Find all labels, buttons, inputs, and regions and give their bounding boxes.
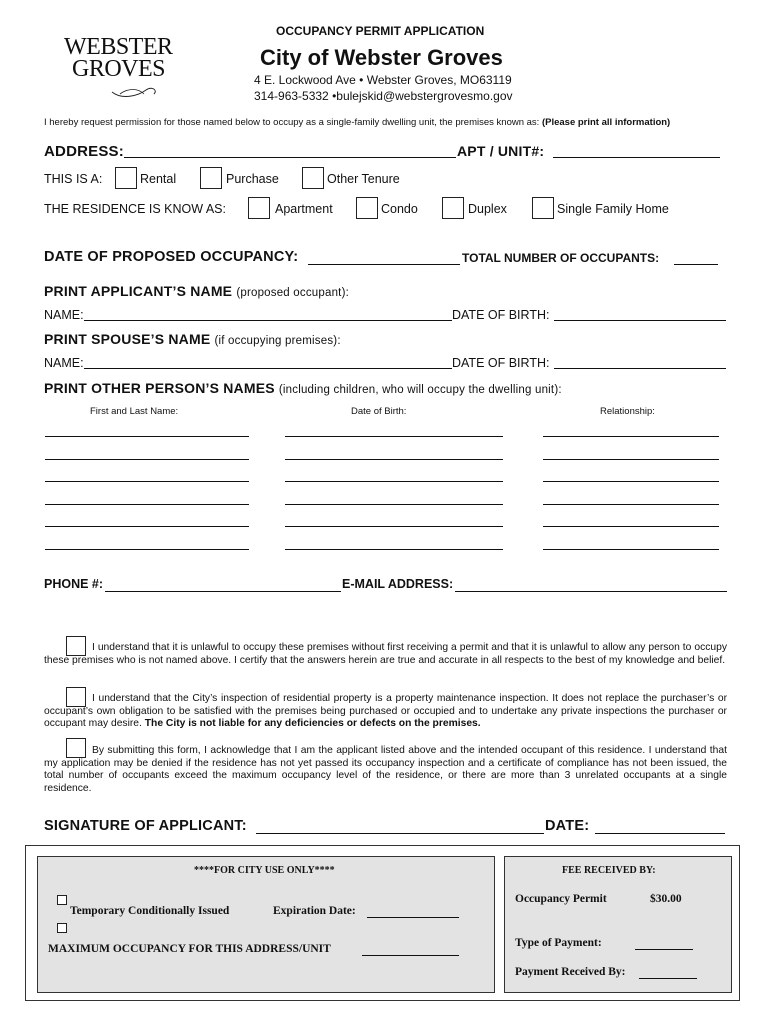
other-dob-field[interactable] bbox=[285, 481, 503, 482]
applicant-dob-label: DATE OF BIRTH: bbox=[452, 308, 550, 322]
payment-received-label: Payment Received By: bbox=[515, 966, 626, 978]
payment-type-field[interactable] bbox=[635, 949, 693, 950]
rental-checkbox[interactable] bbox=[115, 167, 137, 189]
spouse-name-label: NAME: bbox=[44, 356, 84, 370]
condo-checkbox[interactable] bbox=[356, 197, 378, 219]
intro-text bbox=[44, 117, 670, 128]
others-heading-text: PRINT OTHER PERSON’S NAMES bbox=[44, 380, 275, 396]
signature-date-field[interactable] bbox=[595, 833, 725, 834]
purchase-checkbox[interactable] bbox=[200, 167, 222, 189]
ack-2-text bbox=[44, 693, 727, 731]
applicant-note: (proposed occupant): bbox=[236, 287, 349, 299]
ack-1-statement: I understand that it is unlawful to occupy these premises without first receiving a permit and that it is unlawful to allow any person to occupy these premises who is not named above. I certify that the answers herein are true and accurate in all respects to the best of my knowledge and belief. bbox=[44, 642, 727, 666]
apt-unit-label: APT / UNIT#: bbox=[457, 143, 545, 159]
spouse-heading bbox=[44, 331, 341, 347]
occupancy-permit-amount: $30.00 bbox=[650, 893, 682, 905]
city-address: 4 E. Lockwood Ave • Webster Groves, MO63119 bbox=[254, 73, 512, 87]
spouse-name-field[interactable] bbox=[84, 368, 452, 369]
other-relationship-field[interactable] bbox=[543, 436, 719, 437]
max-occupancy-field[interactable] bbox=[362, 955, 459, 956]
other-name-field[interactable] bbox=[45, 436, 249, 437]
phone-label: PHONE #: bbox=[44, 577, 104, 591]
other-dob-field[interactable] bbox=[285, 504, 503, 505]
ack-3-statement: By submitting this form, I acknowledge that I am the applicant listed above and the intended occupant of this residence. I understand that my application may be denied if the residence has not yet passed its occupancy inspection and a certificate of compliance has not been issued, the total number of occupants exceed the maximum occupancy level of the residence, or there are more than 3 unrelated occupants at a single residence. bbox=[44, 745, 727, 794]
single-family-label: Single Family Home bbox=[557, 202, 669, 216]
other-relationship-field[interactable] bbox=[543, 481, 719, 482]
other-name-field[interactable] bbox=[45, 504, 249, 505]
other-tenure-checkbox[interactable] bbox=[302, 167, 324, 189]
spouse-dob-label: DATE OF BIRTH: bbox=[452, 356, 550, 370]
city-logo bbox=[60, 34, 180, 98]
spouse-heading-text: PRINT SPOUSE’S NAME bbox=[44, 331, 211, 347]
applicant-name-field[interactable] bbox=[84, 320, 452, 321]
fee-box bbox=[504, 856, 732, 993]
address-field[interactable] bbox=[124, 157, 456, 158]
proposed-occupancy-field[interactable] bbox=[308, 264, 460, 265]
other-name-field[interactable] bbox=[45, 459, 249, 460]
col-dob-header: Date of Birth: bbox=[351, 406, 407, 417]
other-dob-field[interactable] bbox=[285, 549, 503, 550]
condo-label: Condo bbox=[381, 202, 418, 216]
expiration-label: Expiration Date: bbox=[273, 905, 356, 917]
temporary-second-checkbox[interactable] bbox=[57, 923, 67, 933]
residence-label: THE RESIDENCE IS KNOW AS: bbox=[44, 202, 226, 216]
max-occupancy-label: MAXIMUM OCCUPANCY FOR THIS ADDRESS/UNIT bbox=[48, 943, 331, 955]
temporary-label: Temporary Conditionally Issued bbox=[70, 905, 230, 917]
col-relationship-header: Relationship: bbox=[600, 406, 655, 417]
single-family-checkbox[interactable] bbox=[532, 197, 554, 219]
city-use-title: ****FOR CITY USE ONLY**** bbox=[194, 865, 335, 876]
ack-1-text bbox=[44, 642, 727, 667]
apt-unit-field[interactable] bbox=[553, 157, 720, 158]
applicant-name-label: NAME: bbox=[44, 308, 84, 322]
total-occupants-label: TOTAL NUMBER OF OCCUPANTS: bbox=[462, 251, 660, 265]
signature-field[interactable] bbox=[256, 833, 544, 834]
other-name-field[interactable] bbox=[45, 481, 249, 482]
purchase-label: Purchase bbox=[226, 172, 279, 186]
duplex-checkbox[interactable] bbox=[442, 197, 464, 219]
city-contact: 314-963-5332 •bulejskid@webstergrovesmo.gov bbox=[254, 89, 513, 103]
apartment-label: Apartment bbox=[275, 202, 333, 216]
occupancy-permit-label: Occupancy Permit bbox=[515, 893, 607, 905]
other-relationship-field[interactable] bbox=[543, 504, 719, 505]
payment-received-field[interactable] bbox=[639, 978, 697, 979]
duplex-label: Duplex bbox=[468, 202, 507, 216]
email-label: E-MAIL ADDRESS: bbox=[342, 577, 454, 591]
other-dob-field[interactable] bbox=[285, 459, 503, 460]
city-use-box bbox=[37, 856, 495, 993]
others-heading bbox=[44, 380, 562, 396]
other-tenure-label: Other Tenure bbox=[327, 172, 400, 186]
total-occupants-field[interactable] bbox=[674, 264, 718, 265]
logo-line-1: WEBSTER bbox=[64, 34, 173, 60]
other-dob-field[interactable] bbox=[285, 436, 503, 437]
other-relationship-field[interactable] bbox=[543, 459, 719, 460]
address-label: ADDRESS: bbox=[44, 143, 124, 160]
logo-line-2: GROVES bbox=[72, 56, 166, 82]
other-dob-field[interactable] bbox=[285, 526, 503, 527]
col-name-header: First and Last Name: bbox=[90, 406, 179, 417]
other-relationship-field[interactable] bbox=[543, 526, 719, 527]
city-name: City of Webster Groves bbox=[260, 45, 503, 70]
spouse-note: (if occupying premises): bbox=[214, 335, 341, 347]
spouse-dob-field[interactable] bbox=[554, 368, 726, 369]
proposed-occupancy-label: DATE OF PROPOSED OCCUPANCY: bbox=[44, 249, 299, 265]
signature-date-label: DATE: bbox=[545, 818, 590, 834]
other-name-field[interactable] bbox=[45, 549, 249, 550]
fee-title: FEE RECEIVED BY: bbox=[562, 865, 656, 876]
ack-2-liability-note: The City is not liable for any deficiencies or defects on the premises. bbox=[144, 718, 481, 730]
email-field[interactable] bbox=[455, 591, 727, 592]
payment-type-label: Type of Payment: bbox=[515, 937, 602, 949]
applicant-heading bbox=[44, 283, 349, 299]
signature-label: SIGNATURE OF APPLICANT: bbox=[44, 818, 247, 834]
expiration-field[interactable] bbox=[367, 917, 459, 918]
form-title: OCCUPANCY PERMIT APPLICATION bbox=[276, 24, 485, 38]
tenure-label: THIS IS A: bbox=[44, 172, 103, 186]
temporary-checkbox[interactable] bbox=[57, 895, 67, 905]
rental-label: Rental bbox=[140, 172, 177, 186]
apartment-checkbox[interactable] bbox=[248, 197, 270, 219]
phone-field[interactable] bbox=[105, 591, 341, 592]
other-name-field[interactable] bbox=[45, 526, 249, 527]
intro-print-note: (Please print all information) bbox=[541, 117, 671, 128]
others-note: (including children, who will occupy the dwelling unit): bbox=[278, 384, 562, 396]
ack-3-text bbox=[44, 745, 727, 795]
other-relationship-field[interactable] bbox=[543, 549, 719, 550]
applicant-dob-field[interactable] bbox=[554, 320, 726, 321]
ack-2-statement: I understand that the City’s inspection of residential property is a property maintenance inspection. It does not replace the purchaser’s or occupant’s own obligation to be satisfied with the premises being purchased or occupied and to undertake any private inspections the purchaser or occupant may desire. bbox=[44, 693, 727, 730]
applicant-heading-text: PRINT APPLICANT’S NAME bbox=[44, 283, 233, 299]
intro-statement: I hereby request permission for those named below to occupy as a single-family dwelling unit, the premises known as: bbox=[44, 117, 540, 128]
